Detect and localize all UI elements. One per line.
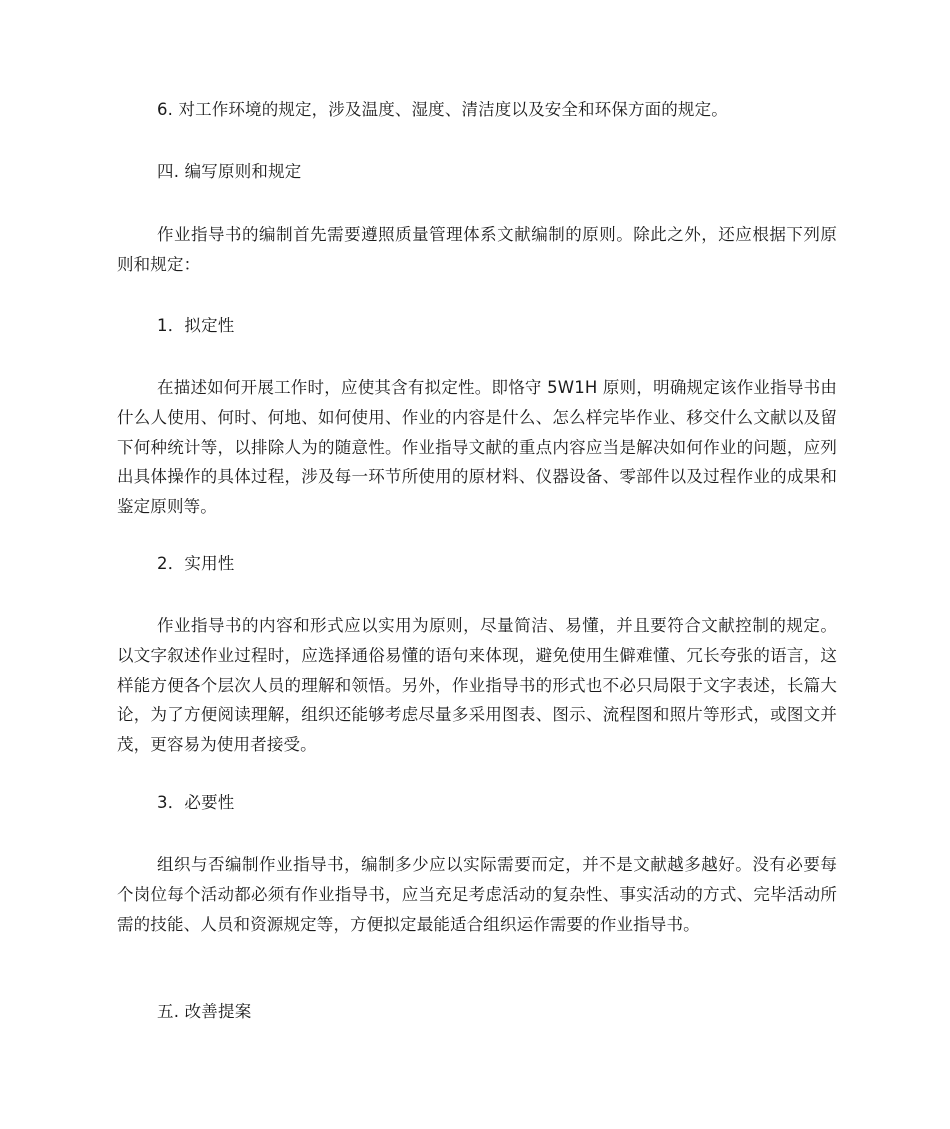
section-heading-4: 四. 编写原则和规定 [157,162,302,181]
paragraph-work-environment: 6. 对工作环境的规定，涉及温度、湿度、清洁度以及安全和环保方面的规定。 [157,100,728,119]
subheading-practicality: 2．实用性 [157,554,235,573]
subheading-necessity: 3．必要性 [157,793,235,812]
paragraph-practicality: 作业指导书的内容和形式应以实用为原则，尽量简洁、易懂，并且要符合文献控制的规定。以文字叙述作业过程时，应选择通俗易懂的语句来体现，避免使用生僻难懂、冗长夸张的语言，这样能方便各个层次人员的理解和领悟。另外，作业指导书的形式也不必只局限于文字表述，长篇大论，为了方便阅读理解，组织还能够考虑尽量多采用图表、图示、流程图和照片等形式，或图文并茂，更容易为使用者接受。 [117,616,837,755]
subheading-determinacy: 1．拟定性 [157,316,235,335]
paragraph-necessity: 组织与否编制作业指导书，编制多少应以实际需要而定，并不是文献越多越好。没有必要每个岗位每个活动都必须有作业指导书，应当充足考虑活动的复杂性、事实活动的方式、完毕活动所需的技能、人员和资源规定等，方便拟定最能适合组织运作需要的作业指导书。 [117,855,837,934]
paragraph-principles-intro: 作业指导书的编制首先需要遵照质量管理体系文献编制的原则。除此之外，还应根据下列原则和规定： [117,225,837,274]
paragraph-determinacy: 在描述如何开展工作时，应使其含有拟定性。即恪守 5W1H 原则，明确规定该作业指导书由什么人使用、何时、何地、如何使用、作业的内容是什么、怎么样完毕作业、移交什么文献以及留下何种统计等，以排除人为的随意性。作业指导文献的重点内容应当是解决如何作业的问题，应列出具体操作的具体过程，涉及每一环节所使用的原材料、仪器设备、零部件以及过程作业的成果和鉴定原则等。 [117,378,837,517]
section-heading-5: 五. 改善提案 [157,1002,252,1021]
